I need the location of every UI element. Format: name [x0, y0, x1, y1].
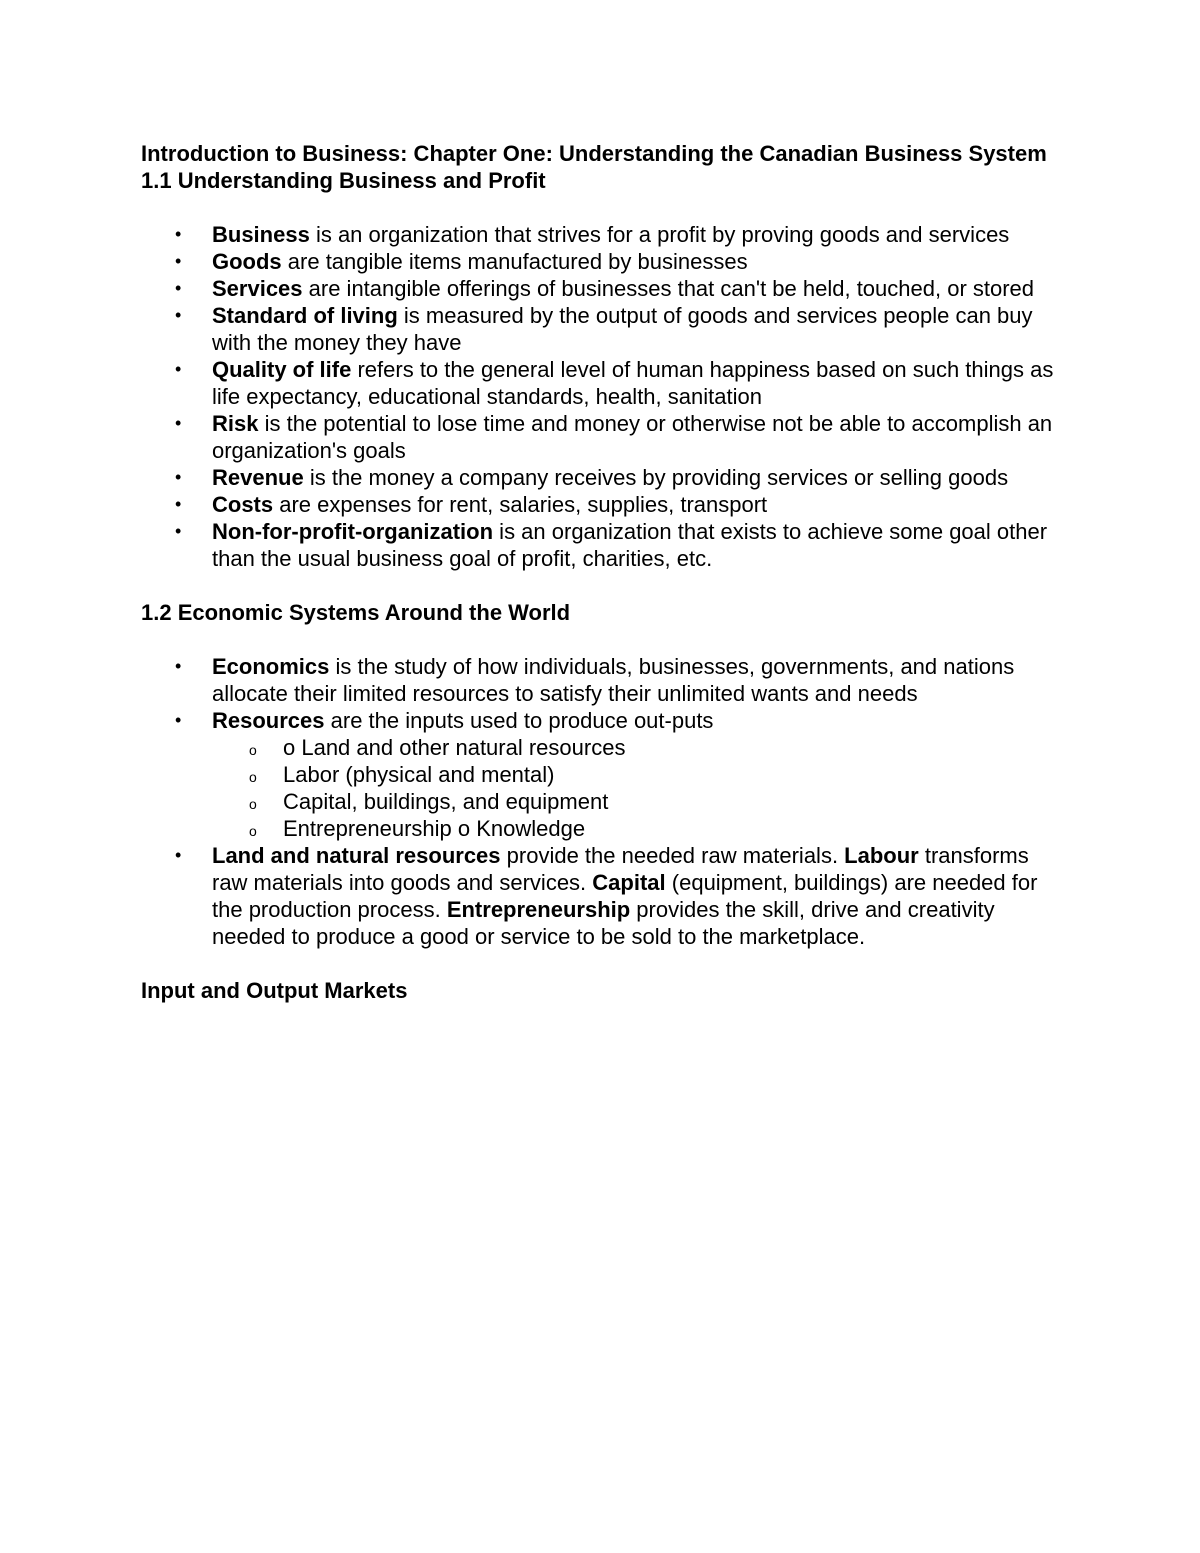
term: Business: [212, 222, 310, 247]
term: Capital: [592, 870, 666, 895]
definition: is the potential to lose time and money or otherwise not be able to accomplish an organization's goals: [212, 411, 1053, 463]
bullet-icon: •: [175, 278, 182, 298]
term: Costs: [212, 492, 274, 517]
list-item: [141, 491, 1061, 518]
sublist-item: o Entrepreneurship o Knowledge: [212, 815, 1061, 842]
term: Risk: [212, 411, 259, 436]
document-page: [141, 140, 1061, 1031]
bullet-icon: •: [175, 359, 182, 379]
definition: is an organization that exists to achieve some goal other than the usual business goal of profit, charities, etc.: [212, 519, 1048, 571]
bullet-icon: •: [175, 656, 182, 676]
sublist-item: o Labor (physical and mental): [212, 761, 1061, 788]
bullet-icon: •: [175, 305, 182, 325]
term: Land and natural resources: [212, 843, 501, 868]
circle-bullet-icon: o: [249, 796, 257, 812]
resource-sublist: [212, 734, 1061, 842]
circle-bullet-icon: o: [249, 823, 257, 839]
definition: are expenses for rent, salaries, supplies, transport: [273, 492, 768, 517]
bullet-icon: •: [175, 224, 182, 244]
term: Quality of life: [212, 357, 352, 382]
economics-list: [141, 653, 1061, 950]
bullet-icon: •: [175, 521, 182, 541]
bullet-icon: •: [175, 845, 182, 865]
sublist-item: o Capital, buildings, and equipment: [212, 788, 1061, 815]
list-item: [141, 275, 1061, 302]
definition: are tangible items manufactured by businesses: [281, 249, 748, 274]
list-item: [141, 518, 1061, 572]
list-item: • Land and natural resources provide the needed raw materials. Labour transforms raw materials into goods and services. Capital (equipment, buildings) are needed for the production process. Entrepreneurship provides the skill, drive and creativity needed to produce a good or service to be sold to the marketplace.: [175, 843, 1038, 949]
term: Services: [212, 276, 303, 301]
section-heading-input-output-markets: Input and Output Markets: [141, 978, 408, 1003]
bullet-icon: •: [175, 413, 182, 433]
definitions-list: [141, 221, 1061, 572]
term: Labour: [844, 843, 919, 868]
section-heading-economic-systems: 1.2 Economic Systems Around the World: [141, 600, 571, 625]
term: Goods: [212, 249, 282, 274]
bullet-icon: •: [175, 710, 182, 730]
sublist-item: o o Land and other natural resources: [212, 734, 1061, 761]
term: Standard of living: [212, 303, 398, 328]
list-item: [141, 302, 1061, 356]
term: Resources: [212, 708, 325, 733]
list-item: [141, 410, 1061, 464]
definition: is an organization that strives for a profit by proving goods and services: [309, 222, 1010, 247]
list-item: [141, 707, 1061, 842]
term: Economics: [212, 654, 330, 679]
list-item: [141, 248, 1061, 275]
list-item: [141, 221, 1061, 248]
definition: is the money a company receives by providing services or selling goods: [303, 465, 1009, 490]
bullet-icon: •: [175, 494, 182, 514]
term: Revenue: [212, 465, 304, 490]
bullet-icon: •: [175, 251, 182, 271]
list-item: [141, 356, 1061, 410]
term: Entrepreneurship: [446, 897, 631, 922]
definition: are intangible offerings of businesses that can't be held, touched, or stored: [302, 276, 1035, 301]
circle-bullet-icon: o: [249, 742, 257, 758]
document-title: Introduction to Business: Chapter One: Understanding the Canadian Business System 1.1 Understanding Business and Profit: [141, 141, 1047, 193]
bullet-icon: •: [175, 467, 182, 487]
term: Non-for-profit-organization: [212, 519, 494, 544]
definition: is measured by the output of goods and services people can buy with the money they have: [212, 303, 1033, 355]
definition: are the inputs used to produce out-puts: [324, 708, 714, 733]
list-item: [141, 653, 1061, 707]
definition: is the study of how individuals, businesses, governments, and nations allocate their limited resources to satisfy their unlimited wants and needs: [212, 654, 1015, 706]
circle-bullet-icon: o: [249, 769, 257, 785]
definition: refers to the general level of human happiness based on such things as life expectancy, educational standards, health, sanitation: [212, 357, 1054, 409]
list-item: [141, 464, 1061, 491]
